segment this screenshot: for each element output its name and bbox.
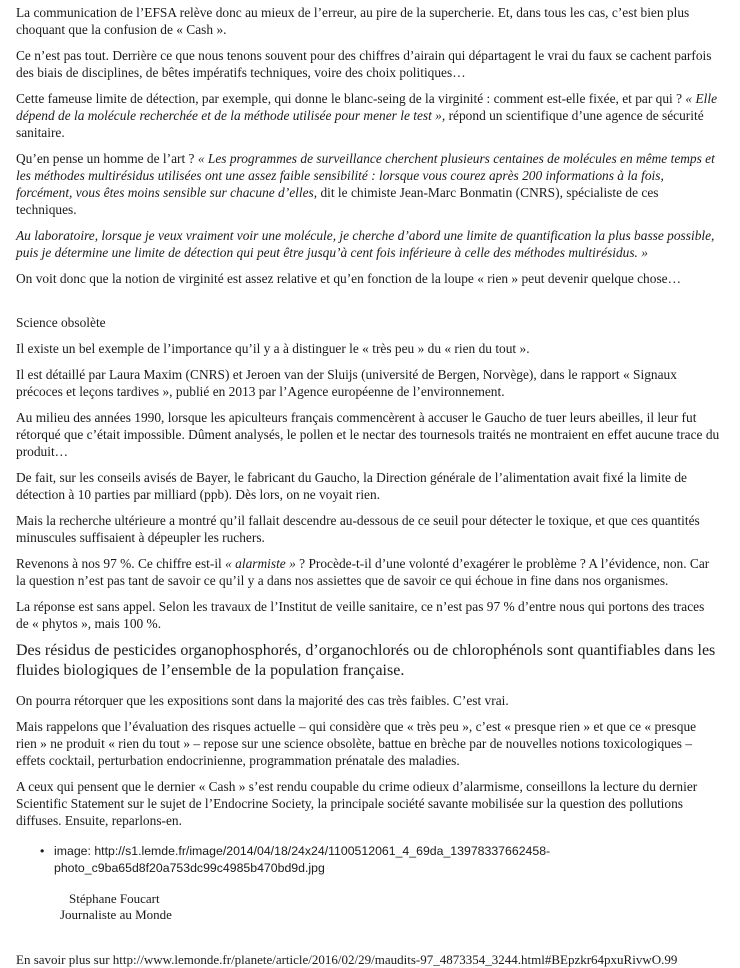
paragraph-pas-tout: Ce n’est pas tout. Derrière ce que nous tenons souvent pour des chiffres d’airain qui départagent le vrai du faux se cachent parfois des biais de disciplines, de bêtes impératifs techniques, voire des choix politiques…: [16, 48, 712, 80]
paragraph-virginite: On voit donc que la notion de virginité est assez relative et qu’en fonction de la loupe « rien » peut devenir quelque chose…: [16, 271, 681, 286]
quote-scientifique: « Elle dépend de la molécule recherchée et de la méthode utilisée pour mener le test »,: [16, 91, 718, 123]
section-spacer: [16, 296, 720, 314]
paragraph-recherche: Mais la recherche ultérieure a montré qu’il fallait descendre au-dessous de ce seuil pour détecter le toxique, et que ces quantités minuscules suffisaient à dépeupler les ruchers.: [16, 513, 700, 545]
quote-laboratoire: Au laboratoire, lorsque je veux vraiment voir une molécule, je cherche d’abord une limite de quantification la plus basse possible, puis je détermine une limite de détection qui peut être jusqu’à cent fois inférieure à celle des méthodes multirésidus. »: [16, 228, 715, 260]
image-url-item[interactable]: • image: http://s1.lemde.fr/image/2014/04/18/24x24/1100512061_4_69da_13978337662458- photo_c9ba65d8f20a753dc99c4985b470bd9d.jpg: [54, 843, 720, 877]
paragraph-rapport: Il est détaillé par Laura Maxim (CNRS) et Jeroen van der Sluijs (université de Bergen, Norvège), dans le rapport « Signaux précoces et leçons tardives », publié en 2013 par l’Agence européenne de l’environnement.: [16, 367, 677, 399]
author-role: Journaliste au Monde: [60, 907, 172, 922]
paragraph-reponse: La réponse est sans appel. Selon les travaux de l’Institut de veille sanitaire, ce n’est pas 97 % d’entre nous qui portons des traces de « phytos », mais 100 %.: [16, 599, 705, 631]
paragraph-efsa: La communication de l’EFSA relève donc au mieux de l’erreur, au pire de la supercherie. Et, dans tous les cas, c’est bien plus choquant que la confusion de « Cash ».: [16, 5, 690, 37]
section-title: Science obsolète: [16, 315, 106, 330]
more-link[interactable]: En savoir plus sur http://www.lemonde.fr/planete/article/2016/02/29/maudits-97_4873354_3244.html#BEpzkr64pxuRivwO.99: [16, 952, 678, 967]
paragraph-evaluation: Mais rappelons que l’évaluation des risques actuelle – qui considère que « très peu », c’est « presque rien » et que ce « presque rien » ne produit « rien du tout » – repose sur une science obsolète, battue en brèche par de nouvelles notions toxicologiques – effets cocktail, perturbation endocrinienne, programmation prénatale des maladies.: [16, 719, 697, 768]
paragraph-expositions: On pourra rétorquer que les expositions sont dans la majorité des cas très faibles. C’est vrai.: [16, 693, 509, 708]
paragraph-limite-detection: Cette fameuse limite de détection, par exemple, qui donne le blanc-seing de la virginité : comment est-elle fixée, et par qui ? « Elle dépend de la molécule recherchée et de la méthode utilisée pour mener le test », répond un scientifique d’une agence de sécurité sanitaire.: [16, 91, 718, 140]
paragraph-homme-art: Qu’en pense un homme de l’art ? « Les programmes de surveillance cherchent plusieurs centaines de molécules en même temps et les méthodes multirésidus utilisées ont une assez faible sensibilité : lorsque vous courez après 200 informations à la fois, forcément, vous êtes moins sensible sur chacune d’elles, dit le chimiste Jean-Marc Bonmatin (CNRS), spécialiste de ces techniques.: [16, 151, 715, 217]
image-list: [16, 843, 720, 877]
author-name: Stéphane Foucart: [69, 891, 160, 906]
author-signature: [60, 891, 720, 923]
paragraph-gaucho: Au milieu des années 1990, lorsque les apiculteurs français commencèrent à accuser le Gaucho de tuer leurs abeilles, il leur fut rétorqué que c’était impossible. Dûment analysés, le pollen et le nectar des tournesols traités ne montraient en effet aucune trace du produit…: [16, 410, 720, 459]
paragraph-cash: A ceux qui pensent que le dernier « Cash » s’est rendu coupable du crime odieux d’alarmisme, conseillons la lecture du dernier Scientific Statement sur le sujet de l’Endocrine Society, la principale société savante mobilisée sur la question des pollutions diffuses. Ensuite, reparlons-en.: [16, 779, 698, 828]
paragraph-exemple: Il existe un bel exemple de l’importance qu’il y a à distinguer le « très peu » du « rien du tout ».: [16, 341, 530, 356]
quote-bonmatin: « Les programmes de surveillance cherchent plusieurs centaines de molécules en même temps et les méthodes multirésidus utilisées ont une assez faible sensibilité : lorsque vous courez après 200 informations à la fois, forcément, vous êtes moins sensible sur chacune d’elles: [16, 151, 715, 200]
quote-alarmiste: « alarmiste »: [225, 556, 296, 571]
pull-quote: Des résidus de pesticides organophosphorés, d’organochlorés ou de chlorophénols sont quantifiables dans les fluides biologiques de l’ensemble de la population française.: [16, 642, 716, 679]
paragraph-revenons: Revenons à nos 97 %. Ce chiffre est-il « alarmiste » ? Procède-t-il d’une volonté d’exagérer le problème ? A l’évidence, non. Car la question n’est pas tant de savoir ce qu’il y a dans nos assiettes que de savoir ce qui échoue in fine dans nos organismes.: [16, 556, 710, 588]
paragraph-bayer: De fait, sur les conseils avisés de Bayer, le fabricant du Gaucho, la Direction générale de l’alimentation avait fixé la limite de détection à 10 parties par milliard (ppb). Dès lors, on ne voyait rien.: [16, 470, 687, 502]
paragraph-laboratoire: [16, 227, 720, 261]
